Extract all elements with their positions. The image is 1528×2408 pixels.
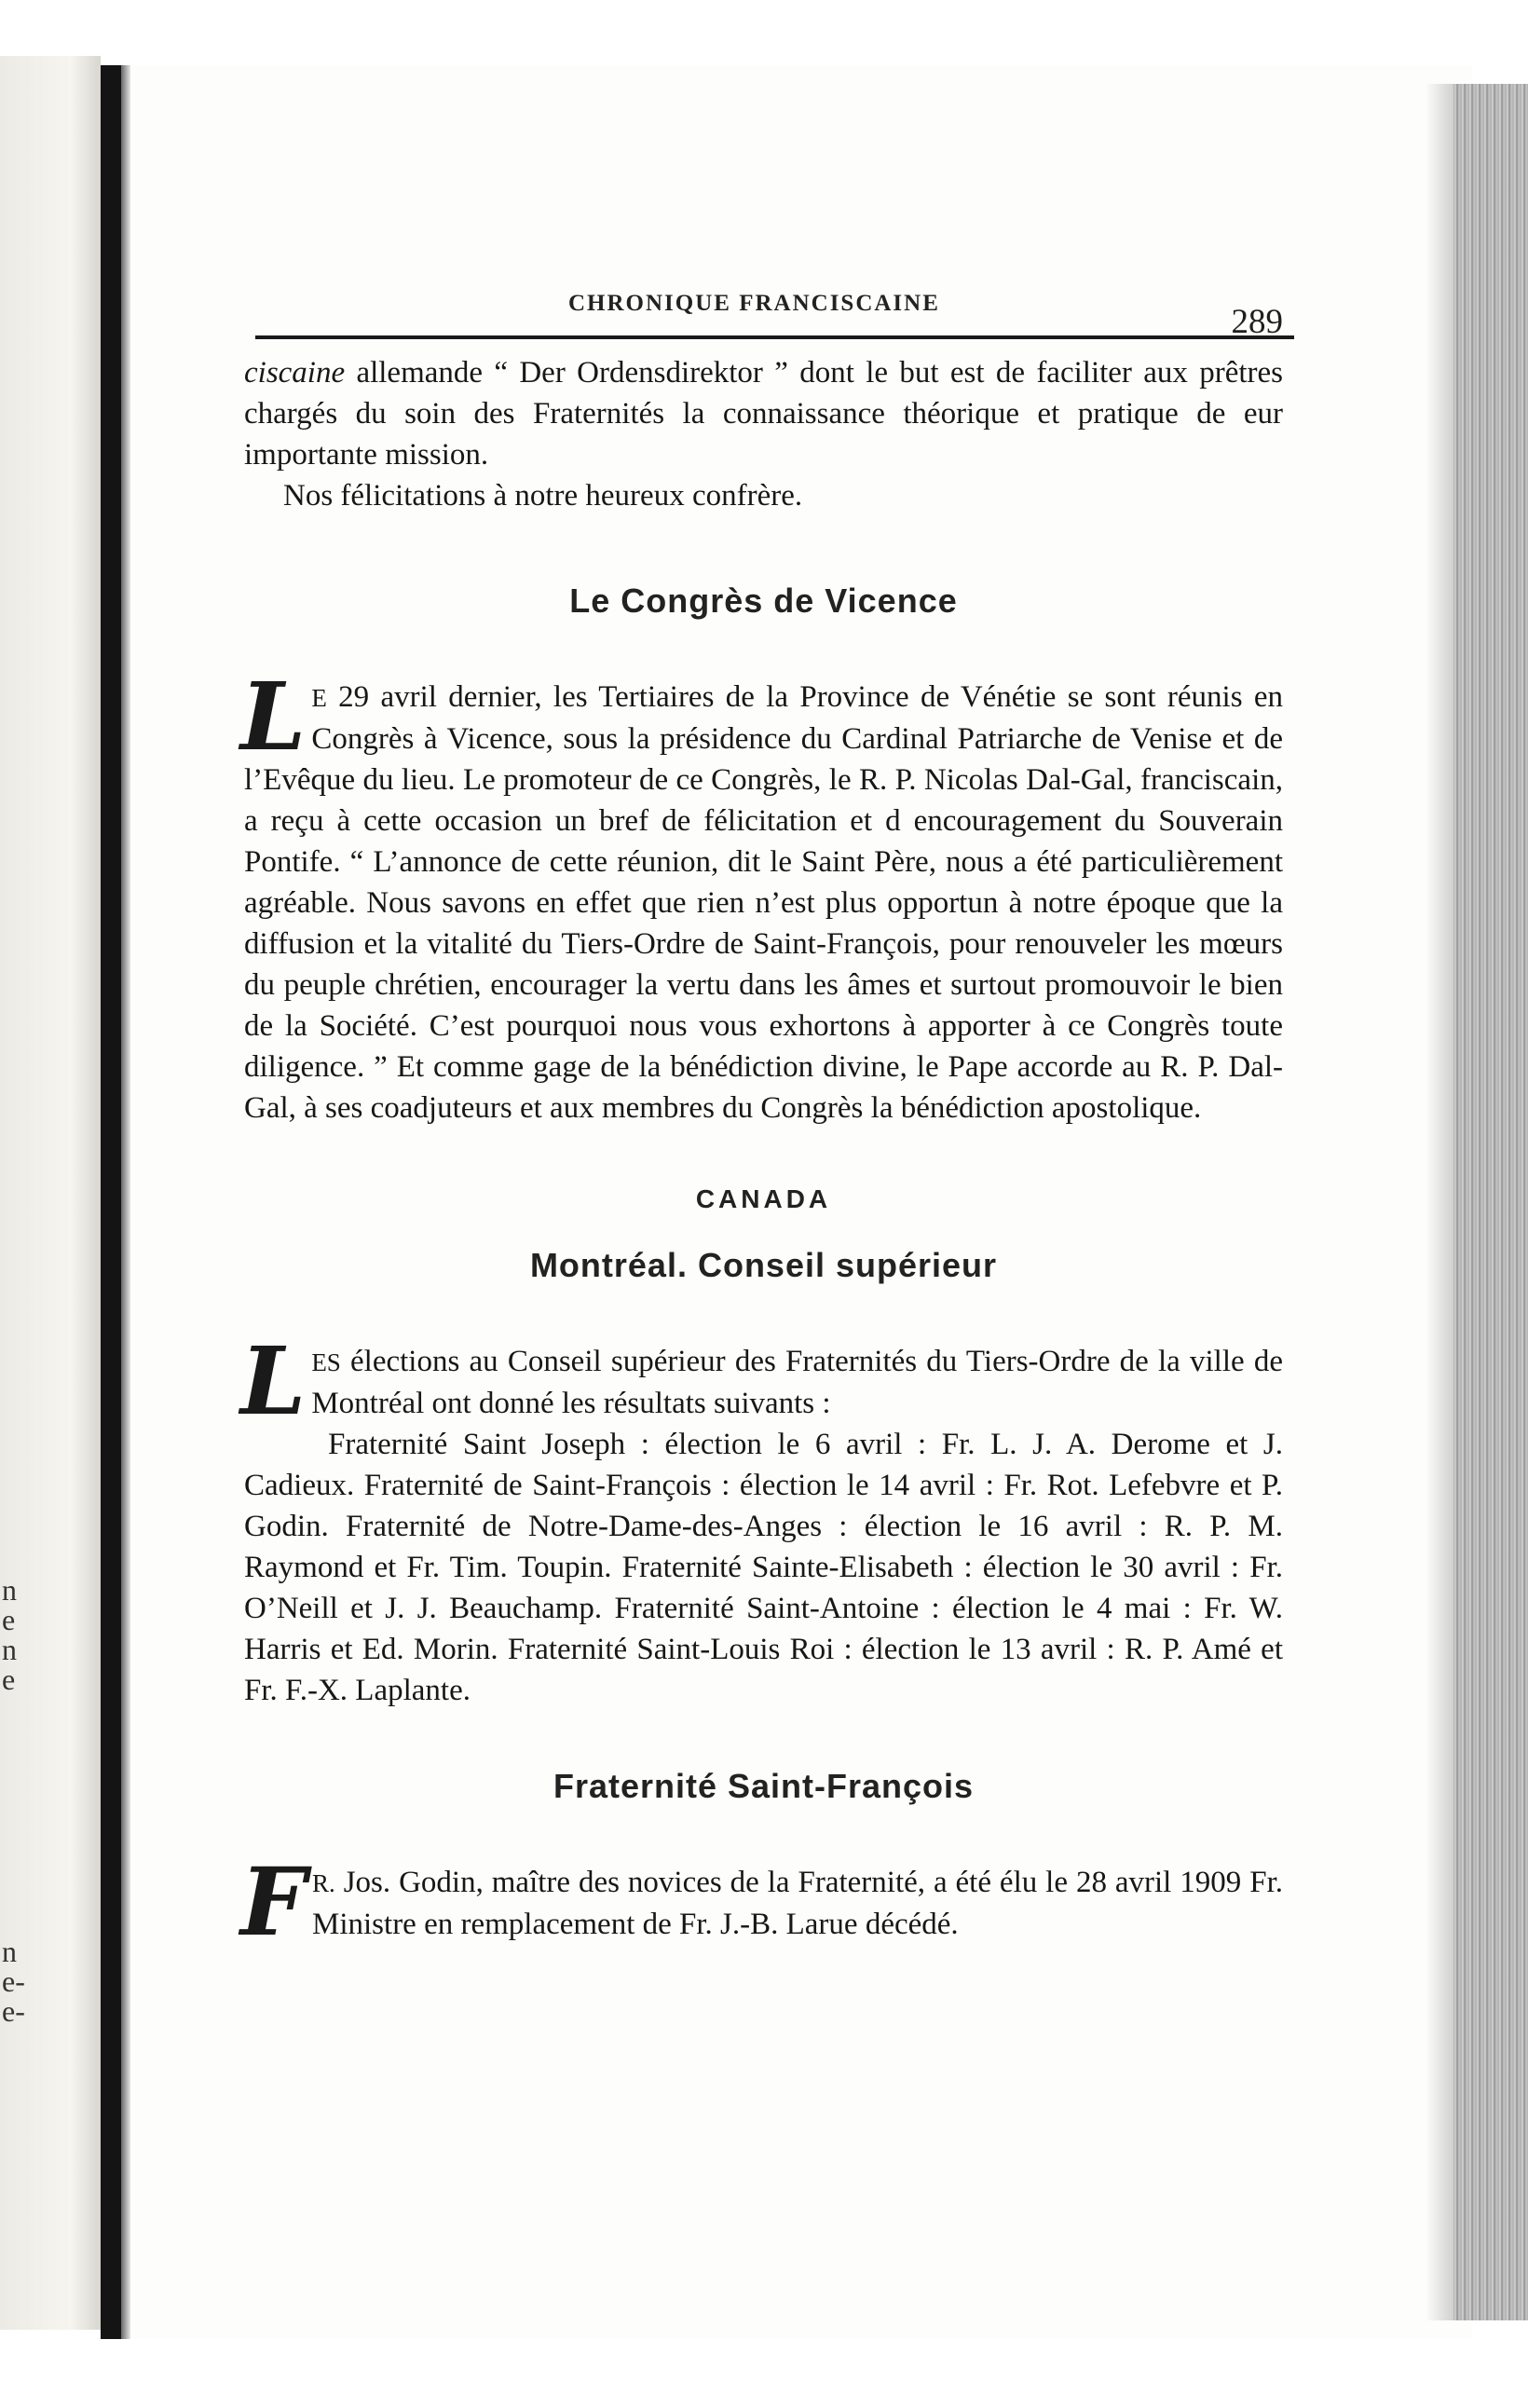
lead-in: R. <box>312 1869 335 1897</box>
page-edge-shadow <box>1426 84 1457 2320</box>
election-results-paragraph: Fraternité Saint Joseph : élection le 6 avril : Fr. L. J. A. Derome et J. Cadieux. Fraternité de Saint-François : élection le 14 avril : Fr. Rot. Lefebvre et P. Godin. Fraternité de Notre-Dame-des-Anges : élection le 16 avril : R. P. M. Raymond et Fr. Tim. Toupin. Fraternité Sainte-Elisabeth : élection le 30 avril : Fr. O’Neill et J. J. Beauchamp. Fraternité Saint-Antoine : élection le 4 mai : Fr. W. Harris et Ed. Morin. Fraternité Saint-Louis Roi : élection le 13 avril : R. P. Amé et Fr. F.-X. Laplante. <box>244 1428 1283 1707</box>
continuation-paragraph <box>244 352 1283 475</box>
book-spine <box>101 65 121 2339</box>
page-stack-edge <box>1453 84 1528 2320</box>
left-page-spacer <box>2 1694 15 1936</box>
congrats-paragraph: Nos félicitations à notre heureux confrère. <box>283 479 803 513</box>
drop-cap: L <box>240 1326 307 1436</box>
header-rule <box>255 335 1294 339</box>
lead-in: E <box>311 684 327 712</box>
page-content <box>240 280 1283 1957</box>
montreal-intro-paragraph <box>240 1326 1283 1436</box>
left-page-letter: n <box>2 1573 17 1607</box>
left-page-letter: n <box>2 1935 17 1968</box>
continuation-italic: ciscaine <box>244 356 346 390</box>
running-title: CHRONIQUE FRANCISCAINE <box>568 291 940 316</box>
page-number: 289 <box>1231 303 1283 341</box>
drop-cap: F <box>240 1847 307 1957</box>
left-page-letter: e <box>2 1662 16 1696</box>
left-page-fragment <box>2 1573 25 2028</box>
section-heading-fraternite: Fraternité Saint-François <box>553 1767 975 1805</box>
section-heading-canada: CANADA <box>695 1184 832 1213</box>
vicence-text: 29 avril dernier, les Tertiaires de la Province de Vénétie se sont réunis en Congrès à Vicence, sous la présidence du Cardinal Patriarche de Venise et de l’Evêque du lieu. Le promoteur de ce Congrès, le R. P. Nicolas Dal-Gal, franciscain, a reçu à cette occasion un bref de félicitation et d encouragement du Souverain Pontife. “ L’annonce de cette réunion, dit le Saint Père, nous a été particulièrement agréable. Nous savons en effet que rien n’est plus opportun à notre époque que la diffusion et la vitalité du Tiers-Ordre de Saint-François, pour renouveler les mœurs du peuple chrétien, encourager la vertu dans les âmes et surtout promouvoir le bien de la Société. C’est pourquoi nous vous exhortons à apporter à ce Congrès toute diligence. ” Et comme gage de la bénédiction divine, le Pape accorde au R. P. Dal-Gal, à ses coadjuteurs et aux membres du Congrès la bénédiction apostolique. <box>244 680 1283 1125</box>
section-heading-vicence: Le Congrès de Vicence <box>569 581 958 620</box>
vicence-paragraph <box>240 662 1283 1129</box>
drop-cap: L <box>240 662 307 772</box>
running-header <box>244 280 1283 341</box>
left-page-letter: e <box>2 1603 16 1636</box>
lead-in: ES <box>311 1348 341 1376</box>
left-page-letter: e- <box>2 1994 25 2028</box>
subheading-montreal: Montréal. Conseil supérieur <box>529 1246 998 1284</box>
fraternite-text: Jos. Godin, maître des novices de la Fraternité, a été élu le 28 avril 1909 Fr. Ministre en remplacement de Fr. J.-B. Larue décédé. <box>312 1866 1283 1941</box>
continuation-text: allemande “ Der Ordensdirektor ” dont le but est de faciliter aux prêtres chargés du soin des Fraternités la connaissance théorique et pratique de eur importante mission. <box>244 356 1283 472</box>
fraternite-paragraph <box>240 1847 1283 1957</box>
left-page-letter: e- <box>2 1964 25 1998</box>
left-page-letter: n <box>2 1633 17 1666</box>
montreal-intro-text: élections au Conseil supérieur des Fraternités du Tiers-Ordre de la ville de Montréal ont donné les résultats suivants : <box>311 1345 1283 1420</box>
spine-fold-shadow <box>121 65 130 2339</box>
